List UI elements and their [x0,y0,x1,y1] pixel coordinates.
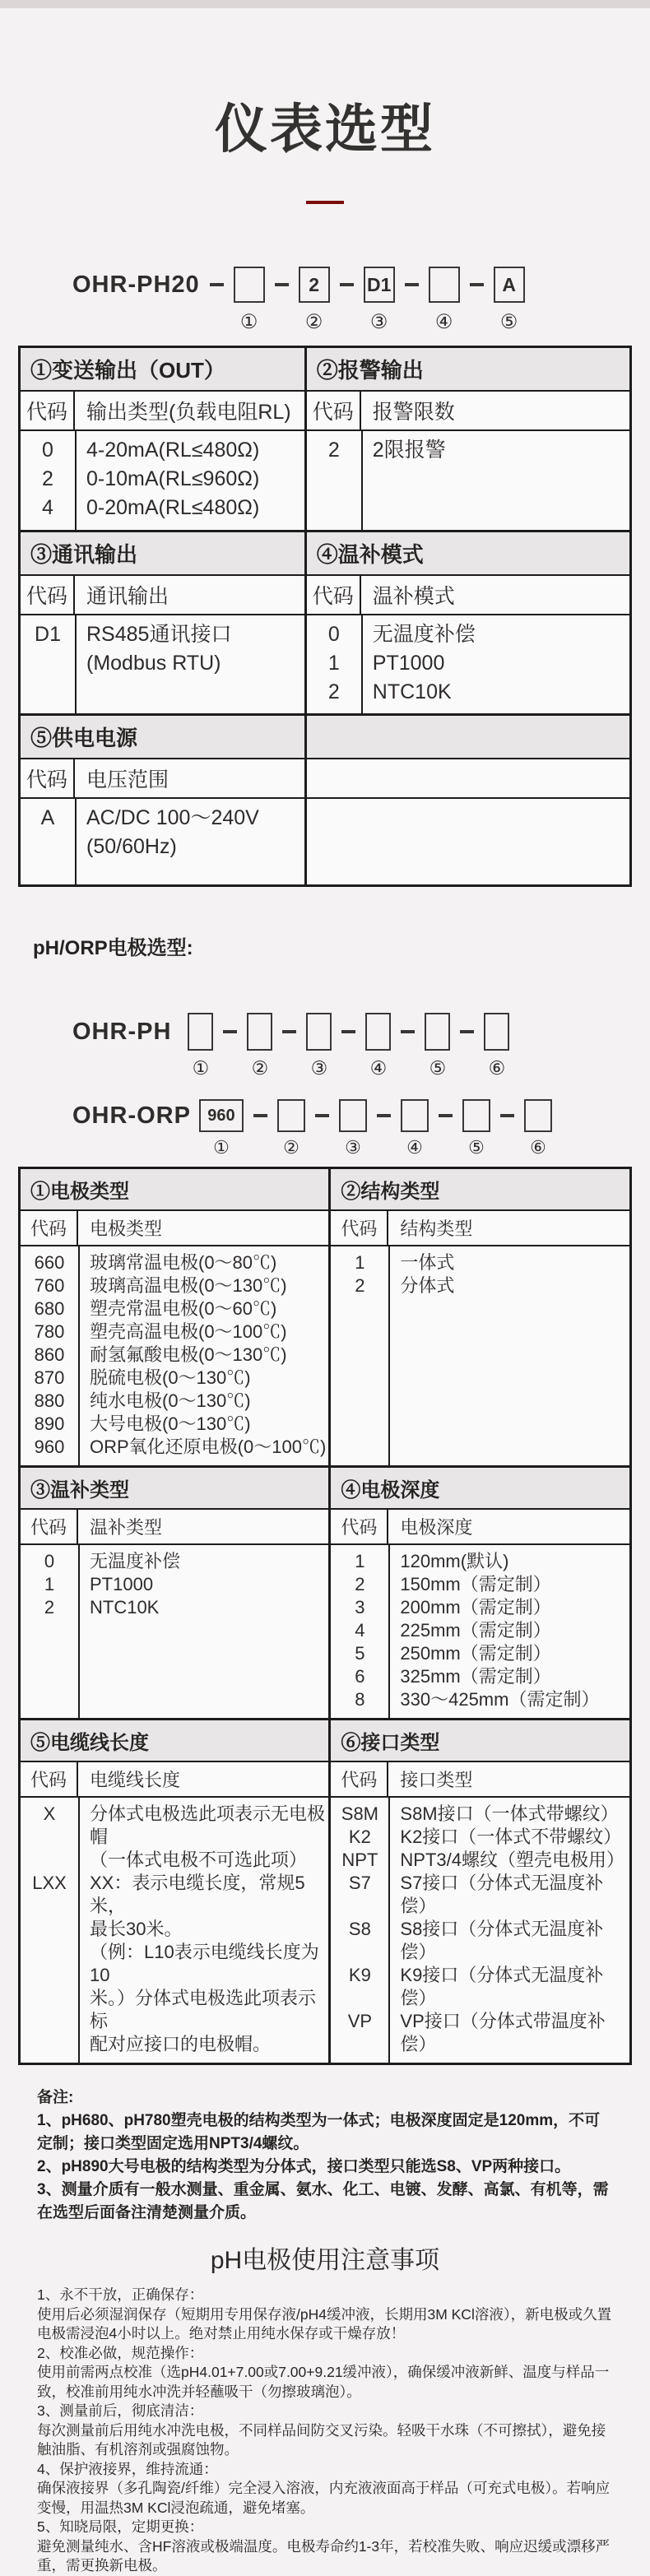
dash [223,1030,237,1033]
segment-marker: ④ [406,1137,423,1158]
code-box [234,267,265,303]
segment-marker: ③ [345,1137,361,1158]
note-body: 每次测量前后用纯水冲洗电极，不同样品间防交叉污染。轻吸干水珠（不可擦拭），避免接触油脂、有机溶剂或强腐蚀物。 [37,2421,606,2458]
table-row: 2 NTC10K [44,1597,160,1618]
table-row: 0 无温度补偿 [44,1551,181,1571]
table-row: 1 PT1000 [327,652,445,675]
note-title: 3、测量前后，彻底清洁： [37,2402,204,2419]
table-row: 870 脱硫电极(0～130℃) [34,1367,251,1388]
table-row: 1 120mm(默认) [355,1551,509,1571]
code-box [462,1099,490,1132]
data-row-band [21,614,629,713]
table-row: 1 一体式 [355,1252,455,1273]
segment-marker: ① [239,311,258,333]
table-row: 8 330～425mm（需定制） [355,1689,600,1710]
dash [282,1030,296,1033]
col-header-code: 代码 [21,576,75,614]
table-row: S8M S8M接口（一体式带螺纹） [341,1803,619,1824]
code-box: A [494,267,525,303]
code-box [339,1099,367,1132]
dash [500,1114,514,1117]
remarks-label: 备注: [37,2089,74,2106]
table-row: 6 325mm（需定制） [355,1666,551,1687]
table-row: 890 大号电极(0～130℃) [34,1413,251,1434]
column-divider [388,1246,390,1465]
col-header-code: 代码 [307,576,361,614]
code-box [247,1013,272,1051]
table-row: 3 200mm（需定制） [355,1597,551,1618]
model-code-orp [72,1099,650,1158]
column-divider [75,615,77,713]
selection-table-instrument [18,346,632,887]
column-header-row [21,390,629,429]
segment-marker: ④ [369,1057,388,1079]
table-row: VP VP接口（分体式带温度补偿） [347,2011,606,2054]
model-segment [429,267,460,334]
column-divider [361,615,363,713]
section-title: ⑤供电电源 [30,726,138,750]
column-header-row [21,1508,629,1543]
dash [401,1030,415,1033]
segment-marker: ② [283,1137,299,1158]
model-code-ph20 [72,267,650,334]
dash [315,1114,329,1117]
col-header-code: 代码 [331,1211,388,1245]
code-box [429,267,460,303]
data-row-band [21,429,629,530]
section-title: ④电极深度 [341,1479,440,1502]
segment-marker: ② [251,1057,269,1079]
col-header-desc: 电缆线长度 [90,1770,181,1790]
section-header-row [21,1718,629,1761]
model-segment [339,1099,367,1158]
segment-marker: ⑤ [429,1057,447,1079]
table-row: K2 K2接口（一体式不带螺纹） [348,1826,622,1847]
code-box [277,1099,305,1132]
code-box [401,1099,429,1132]
table-row: LXX XX：表示电缆长度，常规5米， 最长30米。 （例：L10表示电缆线长度为10 米。）分体式电极选此项表示标 配对应接口的电极帽。 [32,1873,319,2054]
column-divider [78,1545,80,1718]
data-row-band [21,1796,629,2063]
segment-marker: ③ [310,1057,328,1079]
dash [377,1114,391,1117]
model-prefix: OHR-PH20 [72,272,200,298]
note-body: 避免测量纯水、含HF溶液或极端温度。电极寿命约1-3年，若校准失败、响应迟缓或漂移严重，需更换新电极。 [37,2537,611,2574]
column-divider [388,1545,390,1718]
segment-marker: ② [304,311,323,333]
table-row: 960 ORP氧化还原电极(0～100℃) [34,1437,327,1457]
section-header-row [21,348,629,390]
model-segment [188,1013,213,1079]
table-row: 680 塑壳常温电极(0～60℃) [34,1298,277,1319]
section-header-row [21,713,629,758]
segment-marker: ① [192,1057,210,1079]
note-body: 确保液接界（多孔陶瓷/纤维）完全浸入溶液，内充液液面高于样品（可充式电极）。若响应变慢，用温热3M KCl浸泡疏通，避免堵塞。 [37,2480,611,2516]
model-segment [484,1013,509,1079]
table-row: 760 玻璃高温电极(0～130℃) [34,1275,287,1296]
model-segment [277,1099,305,1158]
data-row-band [21,1245,629,1465]
col-header-desc: 报警限数 [372,401,455,424]
column-divider [361,431,363,530]
section-title: ②结构类型 [341,1181,440,1203]
dash [341,1030,355,1033]
code-box: D1 [364,267,395,303]
table-row: K9 K9接口（分体式无温度补偿） [348,1965,604,2008]
note-title: 5、知晓局限，定期更换： [37,2518,204,2535]
segment-marker: ⑤ [499,311,518,333]
dash [470,283,484,286]
table-row: 2 NTC10K [327,680,452,703]
table-row: 5 250mm（需定制） [355,1643,551,1664]
model-segment [425,1013,450,1079]
section-title: ②报警输出 [316,358,424,383]
code-box [524,1099,552,1132]
table-row: NPT NPT3/4螺纹（塑壳电极用） [341,1850,624,1870]
col-header-code: 代码 [331,1762,388,1796]
note-body: 使用后必须湿润保存（短期用专用保存液/pH4缓冲液，长期用3M KCl溶液），新电极或久置电极需浸泡4小时以上。绝对禁止用纯水保存或干燥存放！ [37,2305,612,2342]
col-header-code: 代码 [307,392,361,429]
remark-item: 2、pH890大号电极的结构类型为分体式，接口类型只能选S8、VP两种接口。 [37,2158,571,2175]
note-title: 1、永不干放，正确保存： [37,2286,204,2303]
segment-marker: ① [213,1137,230,1158]
section-title: ⑤电缆线长度 [30,1732,149,1754]
model-segment [199,1099,244,1158]
column-divider [75,799,77,884]
table-row: 0 无温度补偿 [327,623,476,646]
section-title: ⑥接口类型 [341,1732,440,1754]
col-header-code: 代码 [21,759,75,797]
model-segment [364,267,395,334]
column-header-row [21,758,629,797]
column-divider [388,1798,390,2063]
column-divider [78,1246,80,1465]
dash [253,1114,267,1117]
code-box [365,1013,391,1051]
table-row: 2 2限报警 [327,439,446,462]
table-row: S7 S7接口（分体式无温度补偿） [348,1873,604,1916]
usage-notes-title: pH电极使用注意事项 [210,2247,440,2274]
model-segment [234,267,265,334]
table-row: D1 RS485通讯接口 (Modbus RTU) [35,623,232,675]
note-title: 2、校准必做，规范操作： [37,2344,204,2361]
section-header-row [21,1465,629,1508]
remark-item: 3、测量介质有一般水测量、重金属、氨水、化工、电镀、发酵、高氯、有机等，需在选型后面备注清楚测量介质。 [37,2181,609,2221]
remarks-block [37,2086,613,2225]
section-title: ④温补模式 [316,542,424,567]
remark-item: 1、pH680、pH780塑壳电极的结构类型为一体式；电极深度固定是120mm，不可定制；接口类型固定选用NPT3/4螺纹。 [37,2112,601,2152]
table-row: 660 玻璃常温电极(0～80℃) [34,1252,277,1273]
section-header-row [21,530,629,574]
col-header-desc: 结构类型 [400,1218,473,1239]
column-header-row [21,1761,629,1796]
note-title: 4、保护液接界，维持流通： [37,2460,218,2477]
title-underline [306,201,344,204]
table-row: 2 分体式 [355,1275,455,1296]
data-row-band [21,1543,629,1718]
table-row: 2 0-10mA(RL≤960Ω) [42,467,260,490]
table-row: 2 150mm（需定制） [355,1574,551,1594]
col-header-code: 代码 [331,1510,388,1543]
column-divider [75,431,77,530]
col-header-desc: 温补模式 [372,585,455,608]
model-prefix: OHR-ORP [72,1102,191,1129]
dash [340,283,354,286]
code-box: 2 [299,267,330,303]
segment-marker: ⑤ [468,1137,485,1158]
dash [275,283,289,286]
code-box [306,1013,332,1051]
model-prefix: OHR-PH [72,1019,172,1045]
dash [439,1114,453,1117]
data-row-band [21,797,629,884]
model-segment [401,1099,429,1158]
col-header-desc: 电压范围 [86,768,169,791]
table-row: S8 S8接口（分体式无温度补偿） [348,1919,604,1962]
col-header-desc: 电极深度 [400,1517,473,1538]
col-header-code: 代码 [21,1510,78,1543]
code-box [484,1013,509,1051]
table-row: 880 纯水电极(0～130℃) [34,1390,251,1411]
model-segment [247,1013,272,1079]
section-title: ①电极类型 [30,1181,129,1203]
segment-marker: ⑥ [530,1137,546,1158]
dash [405,283,419,286]
usage-notes [37,2286,613,2576]
segment-marker: ④ [434,311,453,333]
section-title: ③温补类型 [30,1479,129,1502]
model-segment [524,1099,552,1158]
table-row: 1 PT1000 [44,1574,154,1594]
selection-table-electrode [18,1167,632,2065]
table-row: 780 塑壳高温电极(0～100℃) [34,1321,287,1342]
col-header-desc: 电极类型 [90,1218,163,1239]
top-strip [0,0,650,8]
col-header-desc: 输出类型(负载电阻RL) [86,401,291,424]
model-segment [299,267,330,334]
segment-marker: ⑥ [488,1057,506,1079]
model-code-ph [72,1013,650,1079]
section-title: ③通讯输出 [30,542,138,567]
col-header-code: 代码 [21,392,75,429]
section-header-row [21,1169,629,1209]
note-body: 使用前需两点校准（选pH4.01+7.00或7.00+9.21缓冲液），确保缓冲液新鲜、温度与样品一致，校准前用纯水冲洗并轻蘸吸干（勿擦玻璃泡）。 [37,2364,610,2400]
dash [210,283,224,286]
code-box: 960 [199,1099,244,1132]
col-header-desc: 温补类型 [90,1517,163,1538]
table-row: A AC/DC 100～240V (50/60Hz) [40,806,259,858]
column-header-row [21,1209,629,1245]
table-row: X 分体式电极选此项表示无电极帽 （一体式电极不可选此项） [43,1803,326,1870]
table-row: 0 4-20mA(RL≤480Ω) [42,439,260,462]
col-header-desc: 通讯输出 [86,585,169,608]
model-segment [494,267,525,334]
column-divider [78,1798,80,2063]
model-segment [306,1013,332,1079]
table-row: 4 225mm（需定制） [355,1620,551,1641]
code-box [425,1013,450,1051]
electrode-selection-heading: pH/ORP电极选型: [33,937,193,959]
dash [460,1030,474,1033]
column-header-row [21,574,629,614]
segment-marker: ③ [369,311,388,333]
col-header-desc: 接口类型 [400,1770,473,1790]
col-header-code: 代码 [21,1211,78,1245]
table-row: 860 耐氢氟酸电极(0～130℃) [34,1344,287,1365]
model-segment [365,1013,391,1079]
code-box [188,1013,213,1051]
section-title: ①变送输出（OUT） [30,358,225,383]
model-segment [462,1099,490,1158]
page-title: 仪表选型 [215,100,435,159]
table-row: 4 0-20mA(RL≤480Ω) [42,496,260,519]
col-header-code: 代码 [21,1762,78,1796]
